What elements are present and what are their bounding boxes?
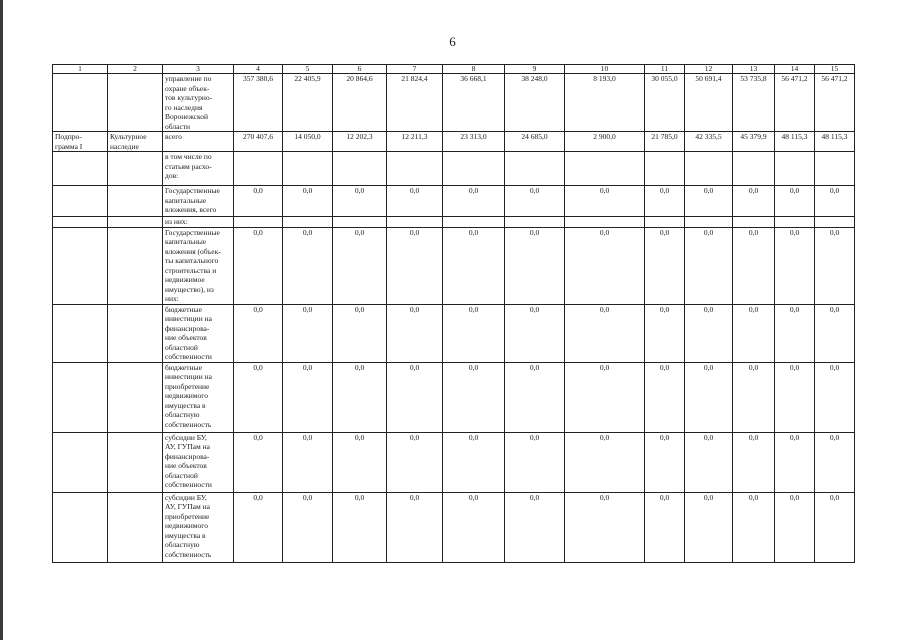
value-cell: 0,0 xyxy=(815,432,855,492)
table-row xyxy=(53,74,855,132)
program-name-cell xyxy=(108,432,163,492)
value-cell: 0,0 xyxy=(333,227,387,304)
value-cell xyxy=(387,152,443,186)
value-cell: 0,0 xyxy=(505,227,565,304)
column-number-cell: 10 xyxy=(565,65,645,74)
column-number-cell: 15 xyxy=(815,65,855,74)
value-cell: 12 211,3 xyxy=(387,132,443,152)
value-cell: 0,0 xyxy=(645,186,685,217)
value-cell: 0,0 xyxy=(234,227,283,304)
table-body xyxy=(53,65,855,563)
value-cell: 0,0 xyxy=(333,304,387,362)
value-cell: 0,0 xyxy=(387,492,443,562)
table-row xyxy=(53,186,855,217)
value-cell: 0,0 xyxy=(443,492,505,562)
value-cell: 0,0 xyxy=(387,304,443,362)
value-cell: 357 380,6 xyxy=(234,74,283,132)
column-number-cell: 13 xyxy=(733,65,775,74)
row-label-cell: Государственные капитальные вложения, всего xyxy=(163,186,234,217)
value-cell: 0,0 xyxy=(283,432,333,492)
value-cell: 0,0 xyxy=(775,304,815,362)
value-cell: 30 055,0 xyxy=(645,74,685,132)
program-name-cell xyxy=(108,152,163,186)
column-number-cell: 11 xyxy=(645,65,685,74)
value-cell: 0,0 xyxy=(645,227,685,304)
row-label-cell: бюджетные инвестиции на финансирова- ние объектов областной собственности xyxy=(163,304,234,362)
value-cell: 0,0 xyxy=(283,227,333,304)
value-cell: 0,0 xyxy=(733,362,775,432)
value-cell: 0,0 xyxy=(565,432,645,492)
value-cell: 0,0 xyxy=(234,362,283,432)
value-cell: 22 405,9 xyxy=(283,74,333,132)
value-cell: 0,0 xyxy=(234,432,283,492)
value-cell xyxy=(733,217,775,228)
value-cell xyxy=(505,152,565,186)
value-cell: 0,0 xyxy=(387,186,443,217)
value-cell: 0,0 xyxy=(733,432,775,492)
value-cell: 0,0 xyxy=(815,186,855,217)
value-cell: 0,0 xyxy=(505,432,565,492)
program-name-cell xyxy=(108,304,163,362)
value-cell: 0,0 xyxy=(333,432,387,492)
program-cell xyxy=(53,217,108,228)
column-number-cell: 2 xyxy=(108,65,163,74)
value-cell xyxy=(443,217,505,228)
value-cell: 0,0 xyxy=(443,432,505,492)
value-cell xyxy=(505,217,565,228)
value-cell xyxy=(565,152,645,186)
value-cell: 0,0 xyxy=(645,492,685,562)
value-cell xyxy=(685,217,733,228)
value-cell xyxy=(645,152,685,186)
value-cell: 0,0 xyxy=(505,186,565,217)
value-cell: 0,0 xyxy=(234,304,283,362)
row-label-cell: управление по охране объек- тов культурно- го наследия Воронежской области xyxy=(163,74,234,132)
value-cell: 0,0 xyxy=(775,186,815,217)
value-cell: 0,0 xyxy=(565,492,645,562)
value-cell xyxy=(775,152,815,186)
program-name-cell xyxy=(108,74,163,132)
row-label-cell: субсидии БУ, АУ, ГУПам на финансирова- ние объектов областной собственности xyxy=(163,432,234,492)
table-row xyxy=(53,492,855,562)
value-cell: 0,0 xyxy=(645,304,685,362)
value-cell: 8 193,0 xyxy=(565,74,645,132)
value-cell xyxy=(815,152,855,186)
program-name-cell xyxy=(108,186,163,217)
value-cell: 0,0 xyxy=(443,227,505,304)
value-cell xyxy=(565,217,645,228)
value-cell: 0,0 xyxy=(775,362,815,432)
value-cell: 0,0 xyxy=(685,227,733,304)
value-cell: 12 202,3 xyxy=(333,132,387,152)
value-cell: 23 313,0 xyxy=(443,132,505,152)
value-cell: 0,0 xyxy=(685,432,733,492)
value-cell: 0,0 xyxy=(685,362,733,432)
column-number-cell: 5 xyxy=(283,65,333,74)
value-cell: 0,0 xyxy=(505,362,565,432)
program-name-cell xyxy=(108,227,163,304)
row-label-cell: в том числе по статьям расхо- дов: xyxy=(163,152,234,186)
table-row xyxy=(53,217,855,228)
column-number-cell: 7 xyxy=(387,65,443,74)
value-cell xyxy=(645,217,685,228)
value-cell: 21 785,0 xyxy=(645,132,685,152)
column-number-cell: 4 xyxy=(234,65,283,74)
value-cell: 0,0 xyxy=(815,304,855,362)
table-row xyxy=(53,432,855,492)
column-number-cell: 12 xyxy=(685,65,733,74)
value-cell xyxy=(283,217,333,228)
value-cell: 0,0 xyxy=(387,362,443,432)
row-label-cell: из них: xyxy=(163,217,234,228)
value-cell: 0,0 xyxy=(283,492,333,562)
budget-table xyxy=(52,64,855,563)
value-cell: 0,0 xyxy=(685,186,733,217)
value-cell: 45 379,9 xyxy=(733,132,775,152)
value-cell: 0,0 xyxy=(685,304,733,362)
value-cell xyxy=(685,152,733,186)
value-cell: 0,0 xyxy=(565,186,645,217)
value-cell: 0,0 xyxy=(815,227,855,304)
program-cell xyxy=(53,186,108,217)
value-cell: 38 248,0 xyxy=(505,74,565,132)
value-cell: 36 668,1 xyxy=(443,74,505,132)
value-cell: 0,0 xyxy=(283,362,333,432)
program-name-cell xyxy=(108,492,163,562)
page-number: 6 xyxy=(449,34,456,49)
value-cell xyxy=(333,152,387,186)
value-cell: 0,0 xyxy=(815,492,855,562)
value-cell: 0,0 xyxy=(505,304,565,362)
header-row xyxy=(53,65,855,74)
value-cell xyxy=(234,217,283,228)
value-cell: 0,0 xyxy=(283,304,333,362)
program-cell xyxy=(53,74,108,132)
column-number-cell: 3 xyxy=(163,65,234,74)
value-cell: 0,0 xyxy=(565,227,645,304)
value-cell: 0,0 xyxy=(505,492,565,562)
value-cell: 0,0 xyxy=(234,492,283,562)
value-cell: 42 335,5 xyxy=(685,132,733,152)
value-cell xyxy=(234,152,283,186)
program-name-cell: Культурное наследие xyxy=(108,132,163,152)
value-cell: 0,0 xyxy=(775,492,815,562)
scan-edge xyxy=(0,0,3,640)
value-cell: 0,0 xyxy=(333,492,387,562)
value-cell: 2 900,0 xyxy=(565,132,645,152)
column-number-cell: 9 xyxy=(505,65,565,74)
value-cell: 0,0 xyxy=(645,362,685,432)
value-cell xyxy=(387,217,443,228)
value-cell: 0,0 xyxy=(733,492,775,562)
value-cell: 14 050,0 xyxy=(283,132,333,152)
column-number-cell: 1 xyxy=(53,65,108,74)
table-row xyxy=(53,152,855,186)
value-cell: 0,0 xyxy=(565,362,645,432)
program-name-cell xyxy=(108,362,163,432)
value-cell: 0,0 xyxy=(333,186,387,217)
column-number-cell: 8 xyxy=(443,65,505,74)
value-cell: 48 115,3 xyxy=(775,132,815,152)
program-cell: Подпро- грамма I xyxy=(53,132,108,152)
value-cell xyxy=(283,152,333,186)
value-cell: 0,0 xyxy=(733,227,775,304)
row-label-cell: Государственные капитальные вложения (объек- ты капитального строительства и недвижимое имущество), из них: xyxy=(163,227,234,304)
table-row xyxy=(53,304,855,362)
value-cell: 0,0 xyxy=(775,227,815,304)
value-cell: 24 685,0 xyxy=(505,132,565,152)
program-cell xyxy=(53,152,108,186)
value-cell: 0,0 xyxy=(387,432,443,492)
table-row xyxy=(53,132,855,152)
value-cell: 0,0 xyxy=(733,304,775,362)
value-cell xyxy=(333,217,387,228)
program-cell xyxy=(53,304,108,362)
table-row xyxy=(53,362,855,432)
value-cell: 48 115,3 xyxy=(815,132,855,152)
program-cell xyxy=(53,362,108,432)
program-name-cell xyxy=(108,217,163,228)
value-cell: 270 407,6 xyxy=(234,132,283,152)
value-cell: 0,0 xyxy=(685,492,733,562)
value-cell xyxy=(733,152,775,186)
value-cell: 20 864,6 xyxy=(333,74,387,132)
value-cell: 0,0 xyxy=(645,432,685,492)
value-cell: 0,0 xyxy=(815,362,855,432)
value-cell xyxy=(443,152,505,186)
value-cell: 0,0 xyxy=(443,186,505,217)
value-cell: 0,0 xyxy=(234,186,283,217)
column-number-cell: 14 xyxy=(775,65,815,74)
value-cell: 56 471,2 xyxy=(815,74,855,132)
row-label-cell: субсидии БУ, АУ, ГУПам на приобретение недвижимого имущества в областную собственность xyxy=(163,492,234,562)
value-cell: 56 471,2 xyxy=(775,74,815,132)
column-number-cell: 6 xyxy=(333,65,387,74)
value-cell: 0,0 xyxy=(565,304,645,362)
value-cell: 0,0 xyxy=(443,362,505,432)
program-cell xyxy=(53,492,108,562)
value-cell: 0,0 xyxy=(443,304,505,362)
program-cell xyxy=(53,227,108,304)
value-cell: 0,0 xyxy=(733,186,775,217)
value-cell: 0,0 xyxy=(283,186,333,217)
row-label-cell: бюджетные инвестиции на приобретение недвижимого имущества в областную собственность xyxy=(163,362,234,432)
value-cell xyxy=(775,217,815,228)
value-cell: 50 691,4 xyxy=(685,74,733,132)
value-cell: 0,0 xyxy=(775,432,815,492)
value-cell: 21 824,4 xyxy=(387,74,443,132)
value-cell: 0,0 xyxy=(333,362,387,432)
row-label-cell: всего xyxy=(163,132,234,152)
program-cell xyxy=(53,432,108,492)
value-cell: 0,0 xyxy=(387,227,443,304)
value-cell: 53 735,8 xyxy=(733,74,775,132)
value-cell xyxy=(815,217,855,228)
table-row xyxy=(53,227,855,304)
